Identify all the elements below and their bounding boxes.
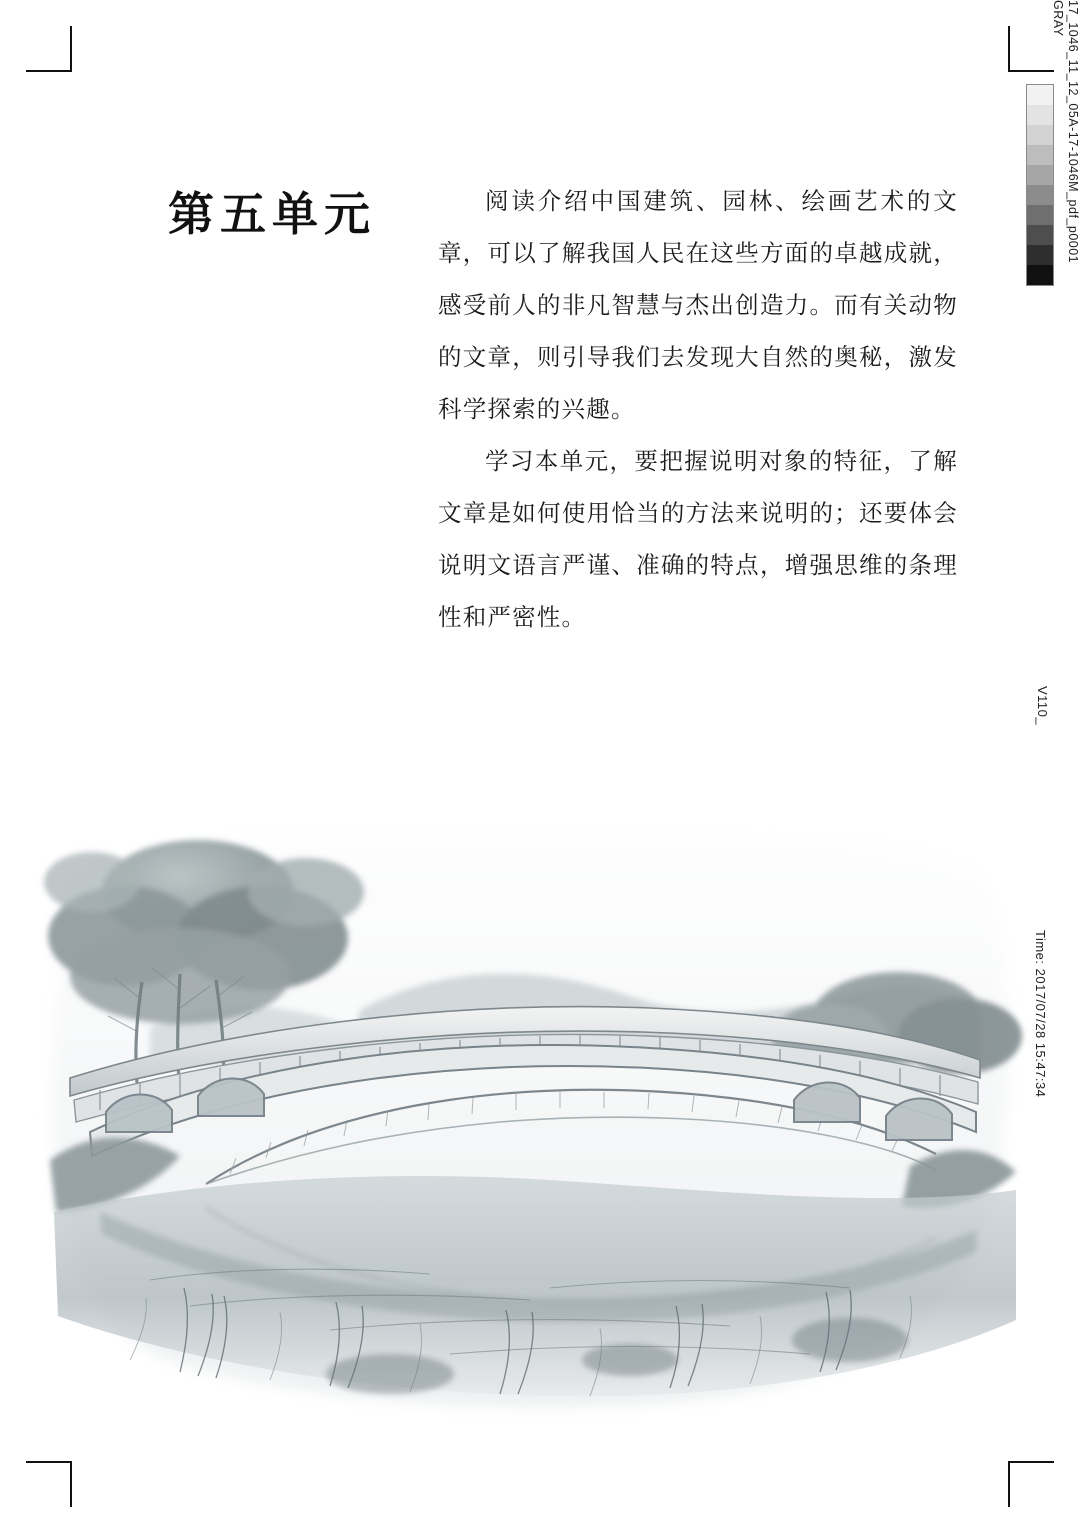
- gray-step-4: [1027, 165, 1053, 185]
- gray-step-5: [1027, 185, 1053, 205]
- gray-step-0: [1027, 85, 1053, 105]
- print-file-code: 17_1046_11_12_05A-17-1046M_pdf_p0001: [1066, 0, 1080, 264]
- print-gray-label: GRAY: [1051, 0, 1065, 37]
- gray-step-1: [1027, 105, 1053, 125]
- page-title: 第五单元: [168, 187, 376, 241]
- gray-step-6: [1027, 205, 1053, 225]
- intro-paragraph-1: 阅读介绍中国建筑、园林、绘画艺术的文章，可以了解我国人民在这些方面的卓越成就，感受前人的非凡智慧与杰出创造力。而有关动物的文章，则引导我们去发现大自然的奥秘，激发科学探索的兴趣。: [438, 187, 958, 423]
- intro-text-block: [438, 175, 958, 643]
- print-timestamp: Time: 2017/07/28 15:47:34: [1033, 930, 1048, 1098]
- gray-step-9: [1027, 265, 1053, 285]
- illustration-stone-arch-bridge: [30, 760, 1030, 1420]
- gray-step-3: [1027, 145, 1053, 165]
- intro-paragraph-2: 学习本单元，要把握说明对象的特征，了解文章是如何使用恰当的方法来说明的；还要体会说明文语言严谨、准确的特点，增强思维的条理性和严密性。: [438, 447, 958, 631]
- gray-step-8: [1027, 245, 1053, 265]
- gray-calibration-strip: [1026, 84, 1054, 286]
- plate-version-label: V110_: [1035, 686, 1050, 726]
- gray-step-2: [1027, 125, 1053, 145]
- gray-step-7: [1027, 225, 1053, 245]
